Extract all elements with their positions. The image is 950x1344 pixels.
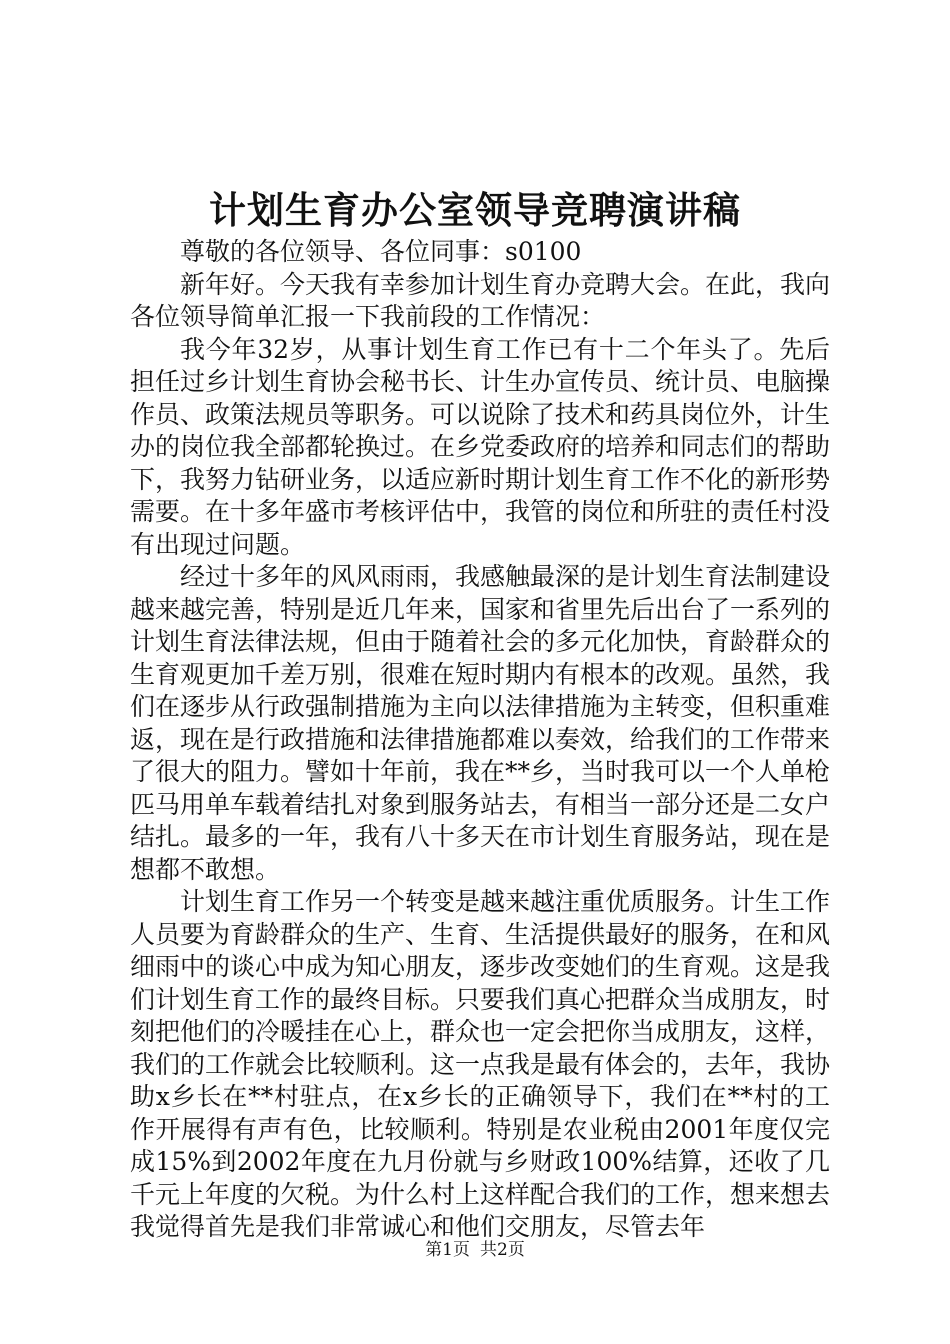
page-number: 第1页 — [425, 1240, 470, 1260]
document-body — [130, 236, 830, 1244]
page-total: 共2页 — [480, 1240, 525, 1260]
body-paragraph: 计划生育工作另一个转变是越来越注重优质服务。计生工作人员要为育龄群众的生产、生育、生活提供最好的服务，在和风细雨中的谈心中成为知心朋友，逐步改变她们的生育观。这是我们计划生育工作的最终目标。只要我们真心把群众当成朋友，时刻把他们的冷暖挂在心上，群众也一定会把你当成朋友，这样，我们的工作就会比较顺利。这一点我是最有体会的，去年，我协助x乡长在**村驻点，在x乡长的正确领导下，我们在**村的工作开展得有声有色，比较顺利。特别是农业税由2001年度仅完成15%到2002年度在九月份就与乡财政100%结算，还收了几千元上年度的欠税。为什么村上这样配合我们的工作，想来想去我觉得首先是我们非常诚心和他们交朋友，尽管去年 — [130, 887, 831, 1241]
document-title: 计划生育办公室领导竞聘演讲稿 — [209, 188, 741, 232]
body-paragraph: 我今年32岁，从事计划生育工作已有十二个年头了。先后担任过乡计划生育协会秘书长、计生办宣传员、统计员、电脑操作员、政策法规员等职务。可以说除了技术和药具岗位外，计生办的岗位我全部都轮换过。在乡党委政府的培养和同志们的帮助下，我努力钻研业务，以适应新时期计划生育工作不化的新形势需要。在十多年盛市考核评估中，我管的岗位和所驻的责任村没有出现过问题。 — [130, 334, 831, 559]
body-paragraph: 经过十多年的风风雨雨，我感触最深的是计划生育法制建设越来越完善，特别是近几年来，国家和省里先后出台了一系列的计划生育法律法规，但由于随着社会的多元化加快，育龄群众的生育观更加千差万别，很难在短时期内有根本的改观。虽然，我们在逐步从行政强制措施为主向以法律措施为主转变，但积重难返，现在是行政措施和法律措施都难以奏效，给我们的工作带来了很大的阻力。譬如十年前，我在**乡，当时我可以一个人单枪匹马用单车载着结扎对象到服务站去，有相当一部分还是二女户结扎。最多的一年，我有八十多天在市计划生育服务站，现在是想都不敢想。 — [130, 562, 831, 884]
salutation-paragraph: 尊敬的各位领导、各位同事：s0100 — [180, 237, 582, 266]
body-paragraph: 新年好。今天我有幸参加计划生育办竞聘大会。在此，我向各位领导简单汇报一下我前段的工作情况： — [130, 269, 831, 331]
page-footer — [0, 1239, 950, 1261]
